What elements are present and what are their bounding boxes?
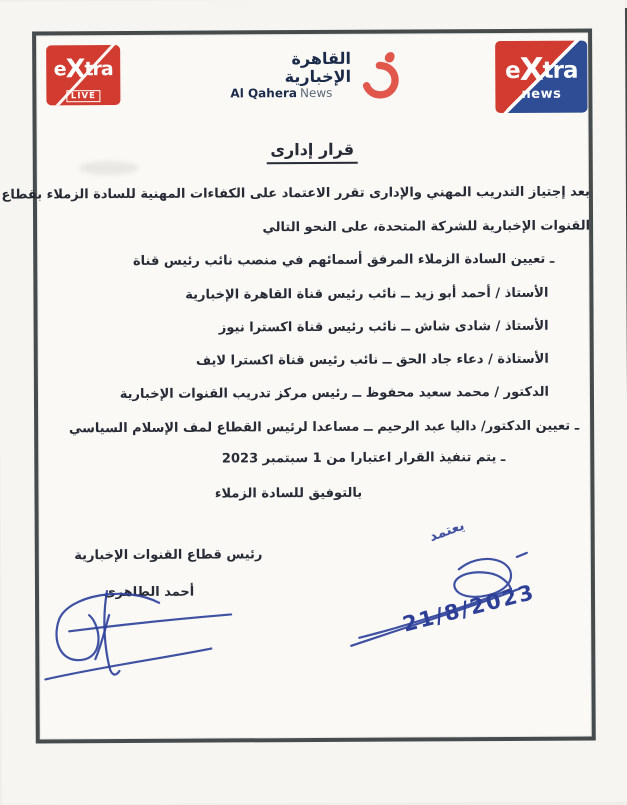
al-qahera-logo-latin: Al Qahera News — [230, 86, 333, 101]
signer-name: أحمد الطاهرى — [103, 584, 195, 601]
intro-line-2: القنوات الإخبارية للشركة المتحدة، على النحو التالي — [262, 218, 591, 236]
extra-news-badge: news — [521, 86, 562, 102]
al-qahera-logo — [230, 46, 400, 105]
decree-name-line: الأستاذ / شادى شاش ــ نائب رئيس قناة اكسترا نيوز — [218, 318, 549, 336]
signer-title: رئيس قطاع القنوات الإخبارية — [74, 547, 263, 564]
decree-bullet-appointments: ـ تعيين السادة الزملاء المرفق أسمائهم في منصب نائب رئيس قناة — [132, 251, 555, 269]
extra-news-logo-text: eXtra — [505, 51, 578, 88]
approval-date: 21/8/2023 — [400, 579, 538, 637]
intro-line-1: بعد إجتياز التدريب المهني والإدارى تقرر الاعتماد على الكفاءات المهنية للسادة الزملاء بقطاع — [1, 184, 590, 203]
al-qahera-logo-arabic: القاهرة الإخبارية — [284, 48, 352, 87]
signature-scribble-icon — [39, 588, 240, 687]
decree-bullet-effective-date: ـ يتم تنفيذ القرار اعتبارا من 1 سبتمبر 2023 — [221, 449, 506, 467]
decree-name-line: الأستاذ / أحمد أبو زيد ــ نائب رئيس قناة القاهرة الإخبارية — [185, 285, 549, 303]
extra-live-logo — [46, 45, 120, 105]
decree-bullet-assistant: ـ تعيين الدكتور/ داليا عبد الرحيم ــ مساعدا لرئيس القطاع لمف الإسلام السياسي — [68, 418, 580, 437]
approval-note-handwriting: يعتمد — [427, 517, 467, 546]
extra-news-logo — [495, 41, 587, 113]
extra-live-logo-text: eXtra — [53, 54, 113, 85]
decree-name-line: الأستاذة / دعاء جاد الحق ــ نائب رئيس قناة اكسترا لايف — [195, 351, 549, 369]
document-title: قرار إدارى — [0, 138, 626, 160]
closing-line: بالتوفيق للسادة الزملاء — [214, 485, 363, 502]
extra-live-badge: LIVE — [66, 90, 101, 102]
decree-name-line: الدكتور / محمد سعيد محفوظ ــ رئيس مركز تدريب القنوات الإخبارية — [119, 384, 549, 403]
al-qahera-qaf-icon — [358, 47, 401, 103]
